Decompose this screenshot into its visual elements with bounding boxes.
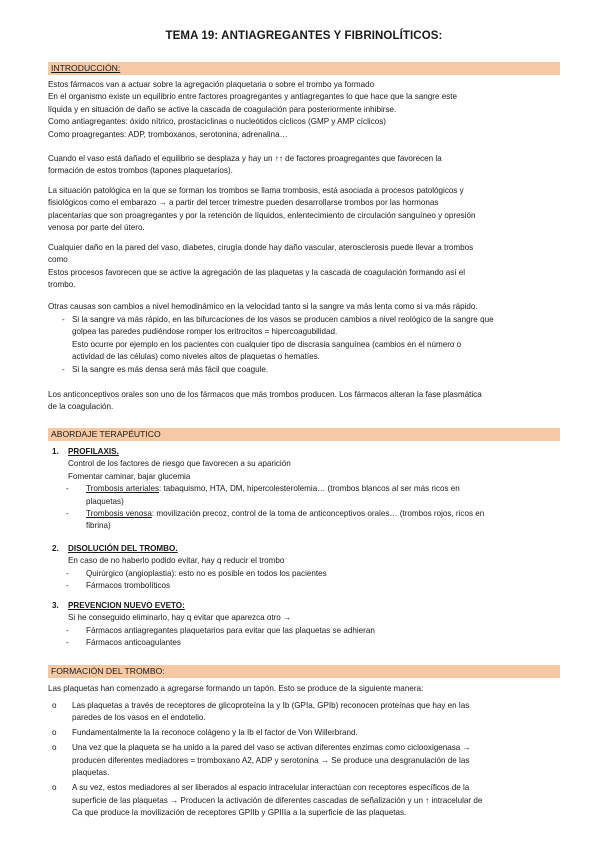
intro-block <box>48 153 560 178</box>
list-item-text: A su vez, estos mediadores al ser liberados al espacio intracelular interactúan con receptores específicos de la <box>72 783 470 793</box>
item-text: fibrina) <box>86 521 111 531</box>
list-number: 2. <box>52 544 59 553</box>
item-text: Fármacos trombolíticos <box>86 581 171 591</box>
section-header-formacion <box>48 665 560 678</box>
intro-block <box>48 242 560 292</box>
abordaje-item <box>48 543 560 593</box>
list-item-text: Si la sangre va más rápido, en las bifurcaciones de los vasos se producen cambios a nivel reológico de la sangre que <box>72 315 494 324</box>
item-text: Quirúrgico (angioplastia): esto no es posible en todos los pacientes <box>86 568 327 578</box>
item-text: Fármacos anticoagulantes <box>86 638 181 648</box>
list-number: 3. <box>52 601 59 610</box>
intro-line: venosa por parte del útero. <box>48 223 145 233</box>
bullet-circle: o <box>52 701 57 710</box>
intro-block <box>48 79 560 141</box>
list-item <box>48 742 560 754</box>
item-text: plaquetas) <box>86 496 124 506</box>
item-text: : movilización precoz, control de la toma de anticonceptivos orales… (trombos rojos, ricos en <box>151 508 485 518</box>
item-text: Fármacos antiagregantes plaquetarios para evitar que las plaquetas se adhieran <box>86 625 375 635</box>
list-item <box>48 795 560 807</box>
list-item <box>48 351 560 363</box>
intro-line: Los anticonceptivos orales son uno de los fármacos que más trombos producen. Los fármacos alteran la fase plasmática <box>48 390 482 399</box>
intro-line: En el organismo existe un equilibrio entre factores proagregantes y antiagregantes lo que hace que la sangre este <box>48 92 457 102</box>
item-text: Si he conseguido eliminarlo, hay q evitar que aparezca otro → <box>68 613 292 623</box>
list-item-text: producen diferentes mediadores = tromboxano A2, ADP y serotonina → Se produce una desgranulación de las <box>72 755 470 765</box>
list-item-text: Esto ocurre por ejemplo en los pacientes con cualquier tipo de discrasia sanguínea (cambios en el número o <box>72 339 462 349</box>
list-item <box>48 807 560 819</box>
intro-line: como <box>48 255 68 265</box>
list-item <box>48 755 560 767</box>
list-item-text: superficie de las plaquetas → Producen la activación de diferentes cascadas de señalización y un ↑ intracelular de <box>72 795 483 805</box>
list-item-text: Si la sangre es más densa será más fácil que coagule. <box>72 364 269 374</box>
bullet-circle: o <box>52 743 57 753</box>
list-item <box>48 782 560 794</box>
list-item <box>48 700 560 712</box>
bullet-dash: - <box>66 638 69 648</box>
intro-line: fisiológicos como el embarazo → a partir del tercer trimestre pueden desarrollarse trombos por las hormonas <box>48 198 439 208</box>
intro-line: Estos fármacos van a actuar sobre la agregación plaquetaria o sobre el trombo ya formado <box>48 80 375 89</box>
item-heading: PREVENCION NUEVO EVETO: <box>68 601 185 610</box>
section-title-formacion: FORMACIÓN DEL TROMBO: <box>51 666 165 676</box>
intro-line: Como proagregantes: ADP, tromboxanos, serotonina, adrenalina… <box>48 129 288 139</box>
item-text: : tabaquismo, HTA, DM, hipercolesterolemia… (trombos blancos al ser más ricos en <box>159 484 460 494</box>
intro-block <box>48 389 560 414</box>
list-item <box>48 326 560 338</box>
list-item-text: Fundamentalmente la Ia reconoce colágeno y la Ib el factor de Von Willerbrand. <box>72 728 358 738</box>
section-title-intro: INTRODUCCIÓN: <box>51 63 121 73</box>
section-header-intro <box>48 62 560 75</box>
bullet-circle: o <box>52 783 57 793</box>
section-title-abordaje: ABORDAJE TERAPÉUTICO <box>51 429 161 439</box>
abordaje-item <box>48 600 560 650</box>
list-item-text: Las plaquetas a través de receptores de glicoproteína Ia y Ib (GPIa, GPIb) reconocen proteínas que hay en las <box>72 701 470 710</box>
intro-line: de la coagulación. <box>48 402 114 412</box>
intro-line: Cualquier daño en la pared del vaso, diabetes, cirugía donde hay daño vascular, aterosclerosis puede llevar a trombos <box>48 243 474 252</box>
term-label: Trombosis venosa <box>86 508 152 518</box>
section-header-abordaje <box>48 428 560 441</box>
list-item-text: plaquetas. <box>72 768 110 778</box>
intro-line: Estos procesos favorecen que se active la agregación de las plaquetas y la cascada de coagulación formando así el <box>48 267 466 277</box>
intro-line: Otras causas son cambios a nivel hemodinámico en la velocidad tanto si la sangre va más lenta como si va más rápido. <box>48 302 478 311</box>
item-text: Fomentar caminar, bajar glucemia <box>68 471 191 481</box>
list-item-text: Ca que produce la movilización de receptores GPIIb y GPIIIa a la superficie de las plaquetas. <box>72 807 407 817</box>
bullet-circle: o <box>52 728 57 738</box>
list-item <box>48 314 560 326</box>
formacion-list <box>48 700 560 819</box>
item-text: Control de los factores de riesgo que favorecen a su aparición <box>68 459 291 469</box>
item-heading: DISOLUCIÓN DEL TROMBO. <box>68 544 178 553</box>
bullet-dash: - <box>66 581 69 591</box>
item-text: En caso de no haberlo podido evitar, hay q reducir el trombo <box>68 556 285 566</box>
list-item-text: actividad de las células) como niveles altos de plaquetas o hematíes. <box>72 352 320 362</box>
intro-line: formación de estos trombos (tapones plaquetarios). <box>48 166 233 176</box>
formacion-block <box>48 683 560 695</box>
list-item <box>48 727 560 742</box>
intro-block <box>48 185 560 235</box>
bullet-dash: - <box>62 315 65 324</box>
intro-line: La situación patológica en la que se forman los trombos se llama trombosis, está asociada a procesos patológicos y <box>48 186 464 195</box>
intro-line: Cuando el vaso está dañado el equilibrio se desplaza y hay un ↑↑ de factores proagregantes que favorecen la <box>48 154 442 163</box>
list-item-text: paredes de los vasos en el endotelio. <box>72 713 206 723</box>
list-item <box>48 767 560 782</box>
intro-line: trombo. <box>48 280 76 290</box>
bullet-dash: - <box>62 364 65 374</box>
list-item-text: golpea las paredes pudiéndose romper los eritrocitos = hipercoagubilidad. <box>72 327 338 337</box>
list-item <box>48 339 560 351</box>
intro-line: placentarias que son proagregantes y por la retención de líquidos, enlentecimiento de circulación sanguíneo y opresión <box>48 210 476 220</box>
item-heading: PROFILAXIS. <box>68 447 119 456</box>
list-item <box>48 364 560 376</box>
bullet-dash: - <box>66 508 69 518</box>
list-number: 1. <box>52 447 59 456</box>
document-title: TEMA 19: ANTIAGREGANTES Y FIBRINOLÍTICOS: <box>165 30 443 42</box>
bullet-dash: - <box>66 625 69 635</box>
list-item-text: Una vez que la plaqueta se ha unido a la pared del vaso se activan diferentes enzimas como ciclooxigenasa → <box>72 743 471 753</box>
bullet-dash: - <box>66 484 69 494</box>
list-item <box>48 712 560 727</box>
intro-line: líquida y en situación de daño se active la cascada de coagulación para posteriormente inhibirse. <box>48 104 397 114</box>
intro-bullet-list <box>48 314 560 376</box>
bullet-dash: - <box>66 568 69 578</box>
formacion-intro: Las plaquetas han comenzado a agregarse formando un tapón. Esto se produce de la siguiente manera: <box>48 684 424 693</box>
term-label: Trombosis arteriales <box>86 484 160 494</box>
intro-block <box>48 301 560 313</box>
abordaje-item <box>48 446 560 533</box>
intro-line: Como antiagregantes: óxido nítrico, prostaciclinas o nucleótidos cíclicos (GMP y AMP cíclicos) <box>48 117 386 127</box>
